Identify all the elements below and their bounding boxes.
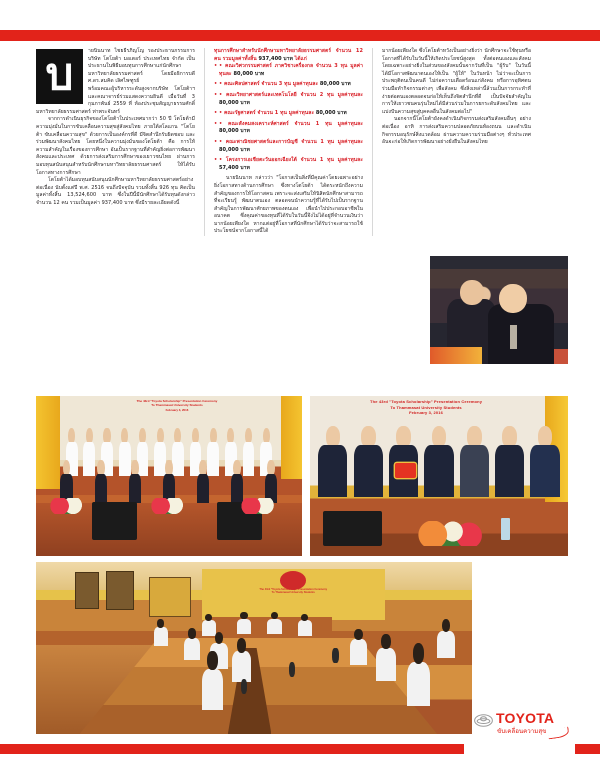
faculty-label: • คณะศิลปศาสตร์ จำนวน 3 ทุน มูลค่าทุนละ	[219, 81, 319, 88]
person	[376, 648, 396, 681]
award-object	[395, 463, 416, 477]
person-head	[499, 284, 527, 313]
faculty-label: • คณะวิศวกรรมศาสตร์ ภาควิชาเครื่องกล จำนวน 3 ทุน มูลค่าทุนละ	[219, 63, 363, 77]
bottom-red-rule-right	[575, 744, 600, 754]
person-head	[460, 280, 483, 305]
person	[202, 620, 216, 635]
person	[353, 426, 383, 496]
person	[407, 662, 431, 707]
person-tie	[510, 325, 517, 349]
person	[196, 460, 210, 508]
scholarship-lead-amount: 937,400 บาท	[258, 55, 293, 62]
curtain-right	[281, 396, 302, 479]
drop-cap: บ	[36, 49, 83, 104]
toyota-ellipses-icon	[474, 714, 493, 727]
faculty-amount: 57,400 บาท	[219, 164, 250, 171]
list-item	[214, 81, 363, 89]
flower-arrangement	[430, 347, 482, 364]
scholarship-lead-text: ทุนการศึกษาสำหรับนักศึกษามหาวิทยาลัยธรรมศาสตร์ จำนวน 12 คน รวมมูลค่าทั้งสิ้น	[214, 48, 363, 62]
column-three	[372, 48, 540, 236]
faculty-label: • คณะวิทยาศาสตร์และเทคโนโลยี จำนวน 2 ทุน มูลค่าทุนละ	[219, 91, 363, 98]
person-suit	[488, 304, 554, 364]
monitor	[92, 502, 137, 540]
scholarship-list	[214, 63, 363, 172]
list-item	[214, 121, 363, 136]
col1-paragraph-1: ายนินนาท ไชยธีรภิญโญ รองประธานกรรมการ บริษัท โตโยต้า มอเตอร์ ประเทศไทย จำกัด เป็นประธานในพิธีมอบทุนการศึกษาแก่นักศึกษามหาวิทยาลัยธรรมศาสตร์ โดยมีอธิการบดี ศ.ดร.สมคิด เลิศไพฑูรย์	[88, 48, 195, 85]
group-photo-scholarship-recipients	[36, 396, 302, 556]
col2-quote: นายนินนาท กล่าวว่า "โอกาสเป็นสิ่งที่มีคุณค่าโดยเฉพาะอย่างยิ่งโอกาสทางด้านการศึกษา ซึ่งทางโตโยต้า ได้ตระหนักถึงความสำคัญของการให้โอกาสคน เพราะจะส่งเสริมให้นิสิตนักศึกษาสามารถที่จะเรียนรู้ พัฒนาตนเอง ตลอดจนนำความรู้ที่ได้รับไปเป็นรากฐานสำคัญในการพัฒนาศักยภาพของตนเอง เพื่อนำไปประกอบอาชีพในอนาคต ซึ่งคุณค่าของทุนที่ได้รับในวันนี้จึงไม่ได้อยู่ที่จำนวนเงินว่ามากน้อยเพียงใด หากแต่อยู่ที่โอกาสที่นักศึกษาได้รับว่าจะสามารถใช้ประโยชน์จากโอกาสนี้ได้	[214, 175, 363, 235]
bottom-red-rule	[0, 744, 464, 754]
ceremony-banner	[331, 399, 522, 425]
executive-speaking-photo	[430, 256, 568, 364]
flower-arrangement	[238, 498, 281, 514]
banner-line-2: To Thammasat University Students	[151, 403, 203, 408]
toyota-wordmark: TOYOTA	[496, 710, 555, 726]
ceremony-banner	[116, 399, 238, 426]
flower-arrangement	[148, 498, 191, 514]
banner-line-1: The 43rd "Toyota Scholarship" Presentation Ceremony	[259, 587, 328, 591]
person	[232, 651, 251, 682]
faculty-amount: 80,000 บาท	[219, 146, 250, 153]
faculty-amount: 80,000 บาท	[219, 128, 250, 135]
toyota-tagline: ขับเคลื่อนความสุข	[497, 728, 547, 735]
person	[237, 619, 252, 634]
faculty-amount: 80,000 บาท	[219, 99, 250, 106]
curtain-left	[36, 396, 60, 489]
banner-line-1: The 43rd "Toyota Scholarship" Presentation Ceremony	[136, 399, 218, 404]
person	[128, 460, 142, 508]
article-columns	[36, 48, 568, 236]
person	[94, 460, 108, 508]
faculty-amount: 80,000 บาท	[319, 81, 351, 88]
list-item	[214, 157, 363, 172]
top-red-rule	[0, 30, 600, 41]
list-item	[214, 92, 363, 107]
faculty-amount: 80,000 บาท	[233, 70, 265, 77]
microphone	[241, 679, 247, 694]
col3-paragraph-1: มากน้อยเพียงใด ซึ่งโตโยต้าหวังเป็นอย่างยิ่งว่า นักศึกษาจะใช้ทุนหรือโอกาสที่ได้รับในวันนี้ให้เกิดประโยชน์สูงสุด ทั้งต่อตนเองและสังคม โดยเฉพาะอย่างยิ่งในส่วนของสังคมนั้นจากวันที่เป็น "ผู้รับ" ในวันนี้ ได้มีโอกาสพัฒนาตนเองให้เป็น "ผู้ให้" ในวันหน้า ไม่ว่าจะเป็นการประพฤติตนเป็นคนดี ไม่ก่อความเดือดร้อนแก่สังคม หรือการอุทิศตนร่วมมือทำกิจกรรมต่างๆ เพื่อสังคม ซึ่งสิ่งเหล่านี้ล้วนเป็นการกระทำที่ง่ายต่อตนเองตลอดจนก่อให้เห็นถึงจิตสำนึกที่ดี เป็นปัจจัยสำคัญในการให้เยาวชนคนรุ่นใหม่ได้มีส่วนร่วมในการยกระดับสังคมไทย และแบ่งปันความสุขสู่บุคคลอื่นในสังคมต่อไป"	[382, 48, 531, 115]
person	[350, 639, 367, 665]
banner-line-3: February 3, 2016	[165, 407, 189, 412]
banner-line-1: The 43rd "Toyota Scholarship" Presentation Ceremony	[370, 399, 483, 405]
person	[437, 631, 454, 659]
list-item	[214, 63, 363, 78]
person	[202, 669, 224, 710]
faculty-label: • คณะสังคมสงเคราะห์ศาสตร์ จำนวน 1 ทุน มูลค่าทุนละ	[219, 120, 363, 127]
column-one	[36, 48, 204, 236]
col3-paragraph-2: นอกจากนี้โตโยต้ายังคงดำเนินกิจกรรมส่งเสริมสังคมอื่นๆ อย่างต่อเนื่อง อาทิ การส่งเสริมความปลอดภัยบนท้องถนน และดำเนินกิจกรรมอนุรักษ์สิ่งแวดล้อม ผ่านความความร่วมมือต่างๆ ทั่วประเทศ อันจะก่อให้เกิดการพัฒนาอย่างยั่งยืนในสังคมไทย	[382, 116, 531, 146]
person	[495, 426, 525, 496]
microphone	[332, 648, 338, 663]
faculty-label: • คณะรัฐศาสตร์ จำนวน 1 ทุน มูลค่าทุนละ	[219, 110, 315, 117]
toyota-logo	[474, 709, 570, 741]
list-item	[214, 139, 363, 154]
col1-paragraph-2: พร้อมคณะผู้บริหารระดับสูงจากบริษัท โตโยต้าฯ และคณาจารย์ร่วมแสดงความยินดี เมื่อวันที่ 3 กุมภาพันธ์ 2559 ที่ ห้องประชุมสัญญาธรรมศักดิ์ มหาวิทยาลัยธรรมศาสตร์ ท่าพระจันทร์	[36, 85, 195, 115]
faculty-label: • คณะพาณิชยศาสตร์และการบัญชี จำนวน 1 ทุน มูลค่าทุนละ	[219, 138, 363, 145]
col1-paragraph-3: จากการดำเนินธุรกิจของโตโยต้าในประเทศมากว่า 50 ปี โตโยต้ามีความมุ่งมั่นในการขับเคลื่อนความสุขสู่สังคมไทย ภายใต้สโลแกน "โตโยต้า ขับเคลื่อนความสุข" ด้วยการเป็นองค์กรที่ดี มีจิตสำนึกรับผิดชอบ และร่วมพัฒนาสังคมไทย โดยหนึ่งในความมุ่งมั่นของโตโยต้า คือ การให้ความสำคัญในเรื่องของการศึกษา อันเป็นรากฐานที่สำคัญยิ่งต่อการพัฒนาสังคมและประเทศ ด้วยการส่งเสริมการศึกษาของเยาวชนไทย ผ่านการมอบทุนสนับสนุนสำหรับนักศึกษามหาวิทยาลัยธรรมศาสตร์ ให้ได้รับโอกาสทางการศึกษา	[36, 116, 195, 176]
list-item	[214, 110, 363, 118]
column-two	[204, 48, 372, 236]
water-bottle	[501, 518, 510, 540]
person	[459, 426, 489, 496]
flower-arrangement	[47, 498, 90, 514]
executives-row	[318, 426, 561, 496]
microphone	[289, 662, 295, 677]
scholarship-lead-tail: ได้แก่	[294, 55, 307, 62]
award-presentation-photo	[310, 396, 568, 556]
flower-arrangement	[418, 521, 485, 547]
banner-line-2: To Thammasat University Students	[271, 591, 315, 595]
attendees	[36, 562, 472, 734]
person	[184, 638, 200, 660]
monitor	[323, 511, 382, 546]
banner-line-3: February 3, 2016	[409, 410, 444, 415]
banner-line-2: To Thammasat University Students	[390, 404, 462, 410]
person	[424, 426, 454, 496]
col1-paragraph-4: โตโยต้าได้มอบทุนสนับสนุนนักศึกษามหาวิทยาลัยธรรมศาสตร์อย่างต่อเนื่อง นับตั้งแต่ปี พ.ศ. 2516 จนถึงปัจจุบัน รวมทั้งสิ้น 926 ทุน คิดเป็นมูลค่าทั้งสิ้น 13,524,600 บาท ซึ่งในปีนี้มีนักศึกษาได้รับทุนดังกล่าว จำนวน 12 คน รวมเป็นมูลค่า 937,400 บาท ซึ่งมีรายละเอียดดังนี้	[36, 177, 195, 206]
person	[318, 426, 348, 496]
swoosh-icon	[547, 727, 569, 740]
person	[298, 620, 312, 635]
person	[388, 426, 418, 496]
conference-room-photo	[36, 562, 472, 734]
faculty-amount: 80,000 บาท	[315, 110, 347, 117]
person	[267, 619, 282, 634]
scholarship-lead	[214, 48, 363, 63]
faculty-label: • โครงการเอเชียตะวันออกเฉียงใต้ จำนวน 1 ทุน มูลค่าทุนละ	[219, 157, 363, 164]
person	[530, 426, 560, 496]
person	[154, 627, 168, 646]
